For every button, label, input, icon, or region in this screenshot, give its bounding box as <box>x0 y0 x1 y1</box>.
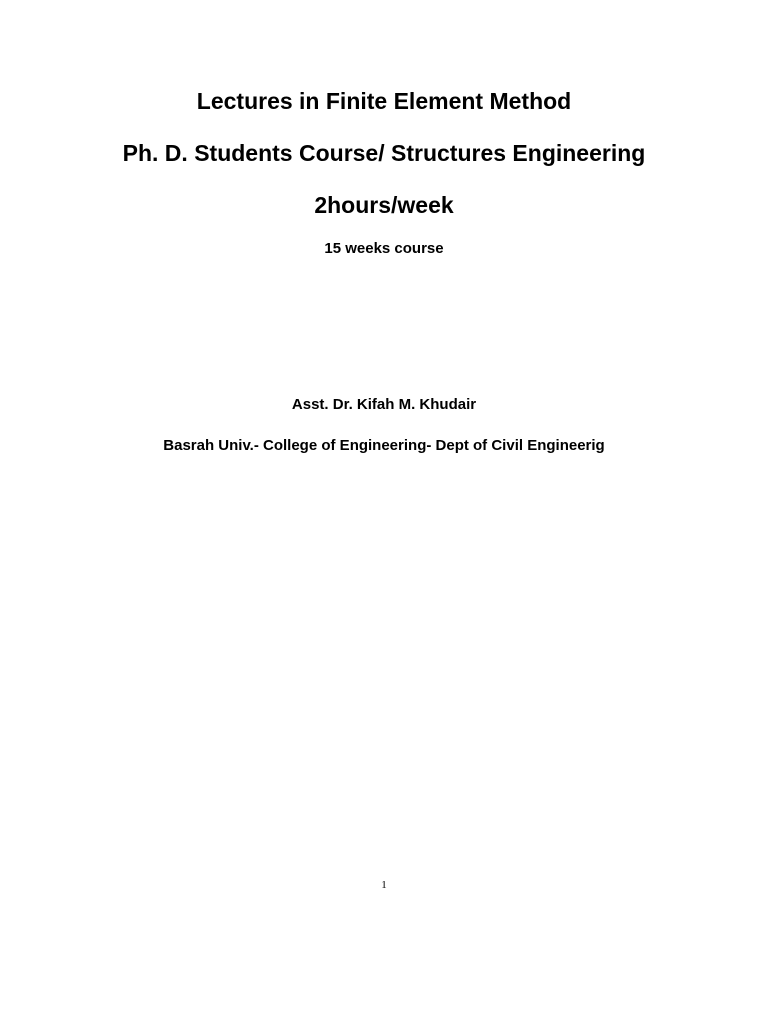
document-title: Lectures in Finite Element Method <box>196 88 572 114</box>
author-name: Asst. Dr. Kifah M. Khudair <box>291 396 477 413</box>
author-affiliation: Basrah Univ.- College of Engineering- Dept of Civil Engineerig <box>163 437 605 454</box>
page-number: 1 <box>381 879 387 891</box>
course-duration: 15 weeks course <box>324 240 444 257</box>
course-hours: 2hours/week <box>314 192 454 218</box>
course-subtitle: Ph. D. Students Course/ Structures Engineering <box>122 140 646 166</box>
